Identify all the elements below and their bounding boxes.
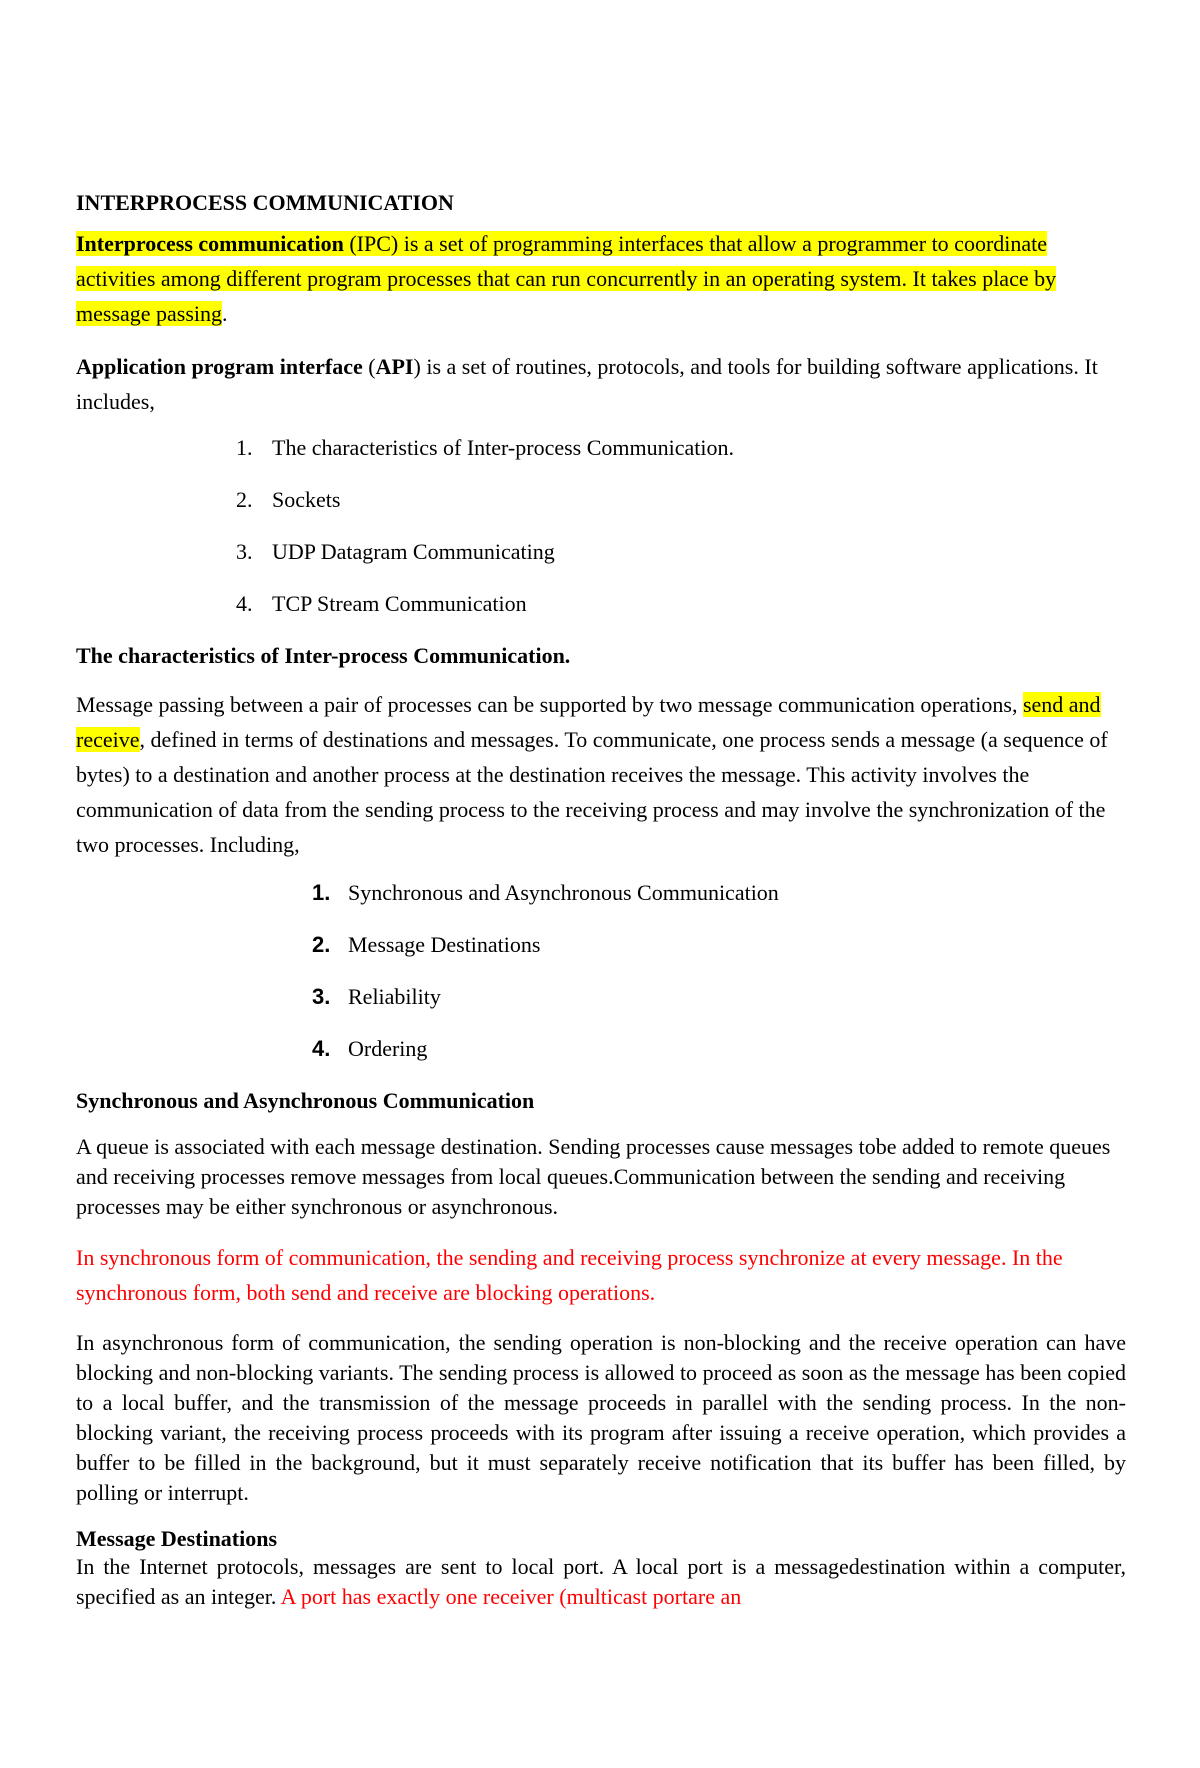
list-text: Reliability (348, 984, 441, 1009)
asynchronous-paragraph: In asynchronous form of communication, the sending operation is non-blocking and the receive operation can have blocking and non-blocking variants. The sending process is allowed to proceed as soon as the message has been copied to a local buffer, and the transmission of the message proceeds in parallel with the sending process. In the non-blocking variant, the receiving process proceeds with its program after issuing a receive operation, which provides a buffer to be filled in the background, but it must separately receive notification that its buffer has been filled, by polling or interrupt. (76, 1330, 1126, 1505)
ipc-definition: (IPC) is a set of programming interfaces that allow a programmer to coordinate activities among different program processes that can run concurrently in an operating system. It takes place by message passing (76, 231, 1057, 326)
api-term: Application program interface (76, 354, 363, 379)
port-red-text: A port has exactly one receiver (multicast portare an (280, 1584, 742, 1609)
list-item (76, 487, 1126, 513)
section-heading-sync-async: Synchronous and Asynchronous Communication (76, 1088, 535, 1113)
list-text: UDP Datagram Communicating (272, 539, 555, 564)
destinations-paragraph (76, 1552, 1126, 1612)
list-item (76, 932, 1126, 958)
characteristics-paragraph (76, 687, 1126, 862)
list-item (76, 435, 1126, 461)
list-item (76, 1036, 1126, 1062)
list-number: 2. (236, 487, 253, 512)
api-abbr: API (375, 354, 414, 379)
list-text: Message Destinations (348, 932, 541, 957)
api-paragraph (76, 349, 1126, 419)
list-text: Ordering (348, 1036, 428, 1061)
api-includes-list (76, 435, 1126, 617)
list-item (76, 591, 1126, 617)
paragraph-text: Message passing between a pair of processes can be supported by two message communication operations, (76, 692, 1023, 717)
list-text: Synchronous and Asynchronous Communication (348, 880, 779, 905)
queue-paragraph: A queue is associated with each message destination. Sending processes cause messages tobe added to remote queues and receiving processes remove messages from local queues.Communication between the sending and receiving processes may be either synchronous or asynchronous. (76, 1134, 1111, 1219)
characteristics-list (76, 880, 1126, 1062)
ipc-paragraph (76, 226, 1126, 331)
list-number: 1. (236, 435, 253, 460)
list-text: Sockets (272, 487, 341, 512)
list-number: 3. (312, 984, 331, 1009)
list-number: 2. (312, 932, 331, 957)
document-content (76, 190, 1126, 1612)
list-number: 4. (312, 1036, 331, 1061)
paragraph-text: In the Internet protocols, messages are sent to local port. A local port is a messagedestination within a computer, specified as an integer. (76, 1554, 1126, 1609)
section-heading-characteristics: The characteristics of Inter-process Communication. (76, 643, 571, 668)
section-heading-destinations: Message Destinations (76, 1526, 278, 1551)
list-item (76, 880, 1126, 906)
list-item (76, 984, 1126, 1010)
ipc-term: Interprocess communication (76, 231, 344, 256)
list-number: 1. (312, 880, 331, 905)
list-text: TCP Stream Communication (272, 591, 527, 616)
api-definition: ) is a set of routines, protocols, and tools for building software applications. It includes, (76, 354, 1098, 414)
paragraph-text: , defined in terms of destinations and messages. To communicate, one process sends a message (a sequence of bytes) to a destination and another process at the destination receives the message. This activity involves the communication of data from the sending process to the receiving process and may involve the synchronization of the two processes. Including, (76, 727, 1108, 857)
list-item (76, 539, 1126, 565)
document-title: INTERPROCESS COMMUNICATION (76, 190, 454, 215)
ipc-end: . (222, 301, 228, 326)
api-paren: ( (362, 354, 376, 379)
list-number: 3. (236, 539, 253, 564)
list-text: The characteristics of Inter-process Communication. (272, 435, 734, 460)
synchronous-paragraph: In synchronous form of communication, the sending and receiving process synchronize at every message. In the synchronous form, both send and receive are blocking operations. (76, 1245, 1063, 1305)
list-number: 4. (236, 591, 253, 616)
send-receive-highlight: send and receive (76, 692, 1101, 752)
